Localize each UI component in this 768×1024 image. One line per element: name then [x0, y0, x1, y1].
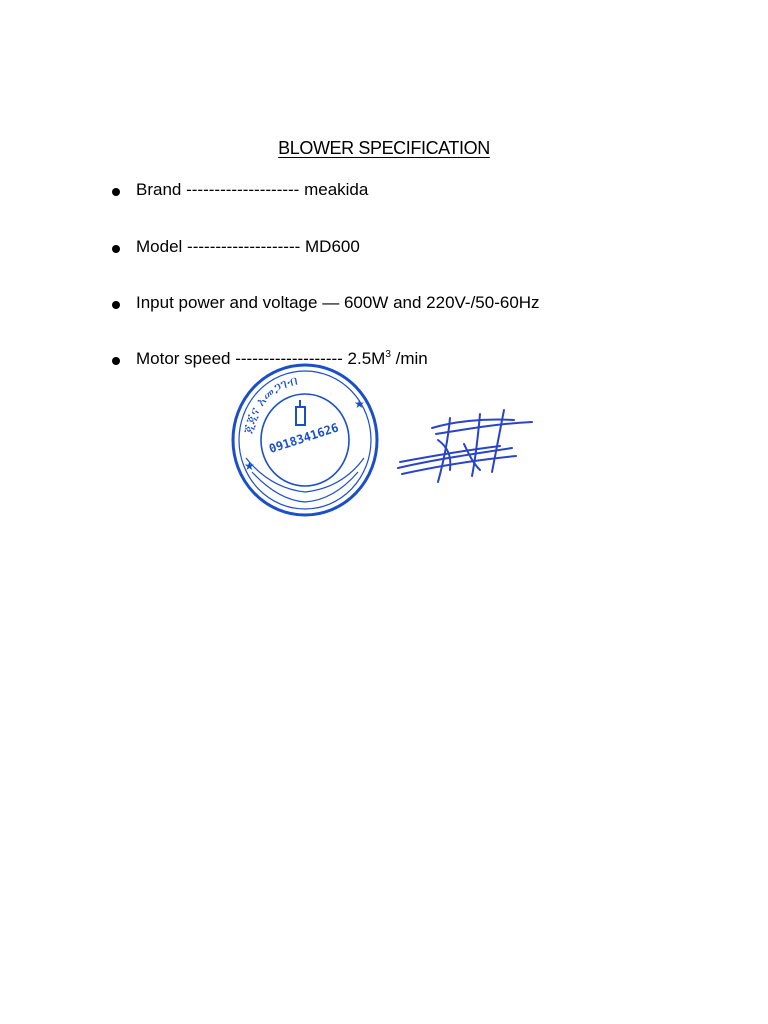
star-icon: ★ — [244, 459, 255, 473]
spec-value: MD600 — [305, 237, 360, 256]
spec-label: Motor speed — [136, 349, 231, 368]
document-title: BLOWER SPECIFICATION — [278, 138, 490, 158]
spec-value: $2.5M^3$ /min — [347, 349, 428, 368]
spec-leader: ------------------- — [235, 349, 343, 368]
spec-label: Input power and voltage — [136, 293, 318, 312]
spec-leader: — — [322, 293, 340, 312]
spec-value: meakida — [304, 180, 369, 199]
bullet-icon — [112, 245, 120, 253]
spec-leader: -------------------- — [187, 237, 301, 256]
spec-label: Brand — [136, 180, 182, 199]
spec-value: 600W and 220V-/50-60Hz — [343, 293, 540, 312]
stamp-phone: 0918341626 — [267, 420, 341, 457]
stamp-company-name: ጂጂና አመጋገብ — [241, 373, 300, 435]
stamp-emblem — [296, 400, 305, 425]
spec-leader: -------------------- — [186, 180, 300, 199]
bullet-icon — [112, 301, 120, 309]
bullet-icon — [112, 357, 120, 365]
spec-label: Model — [136, 237, 183, 256]
bullet-icon — [112, 188, 120, 196]
company-stamp — [230, 362, 380, 517]
signature — [392, 400, 540, 490]
star-icon: ★ — [354, 397, 365, 411]
